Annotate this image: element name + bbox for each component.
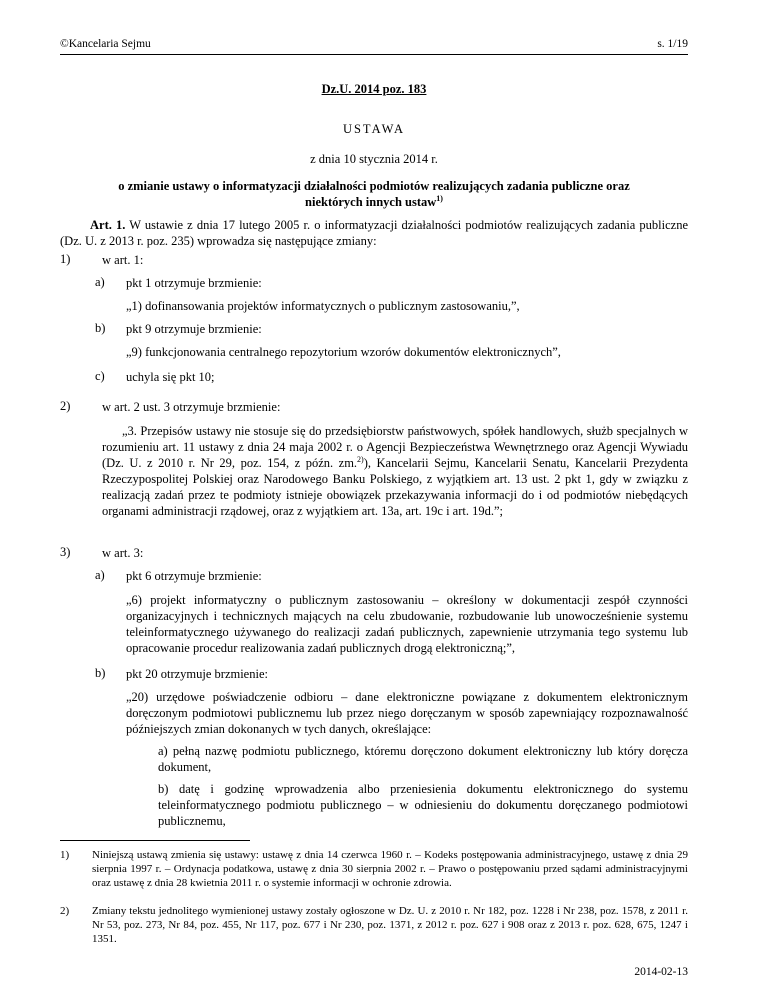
header-publisher: ©Kancelaria Sejmu — [60, 38, 151, 50]
point-number: 2) — [60, 399, 71, 413]
footnote-ref-2: 2) — [357, 454, 364, 464]
footnote-text: Niniejszą ustawą zmienia się ustawy: ustawę z dnia 14 czerwca 1960 r. – Kodeks postępowania administracyjnego, ustawę z dnia 29 sierpnia 1997 r. – Ordynacja podatkowa, ustawę z dnia 30 sierpnia 2002 r. – Prawo o postępowaniu przed sądami administracyjnymi oraz ustawę z dnia 28 kwietnia 2011 r. o systemie informacji w ochronie zdrowia. — [92, 849, 688, 889]
quoted-paragraph — [102, 423, 688, 519]
page-header — [60, 38, 688, 55]
letter-text: pkt 20 otrzymuje brzmienie: — [126, 667, 268, 681]
footnote-ref-1: 1) — [436, 193, 443, 203]
footnote-text: Zmiany tekstu jednolitego wymienionej ustawy zostały ogłoszone w Dz. U. z 2010 r. Nr 182, poz. 1228 i Nr 238, poz. 1578, z 2011 r. Nr 53, poz. 273, Nr 84, poz. 455, Nr 117, poz. 677 i Nr 230, poz. 1371, z 2012 r. poz. 627 i 908 oraz z 2013 r. poz. 628, 675, 1247 i 1351. — [92, 905, 688, 945]
point-text: w art. 2 ust. 3 otrzymuje brzmienie: — [102, 400, 281, 414]
act-title — [60, 178, 688, 210]
quoted-text: „9) funkcjonowania centralnego repozytorium wzorów dokumentów elektronicznych”, — [126, 345, 561, 359]
quoted-text-b: ), Kancelarii Sejmu, Kancelarii Senatu, Kancelarii Prezydenta Rzeczypospolitej Polskiej oraz Narodowego Banku Polskiego, z wyjątkiem art. 13 ust. 2 pkt 1, gdy w związku z realizacją zadań przez te podmioty istnieje obowiązek przekazywania informacji do i od podmiotów niebędących organami administracji rządowej, oraz z wyjątkiem art. 13a, art. 19c i art. 19d.”; — [102, 456, 688, 518]
header-page-number: s. 1/19 — [657, 38, 688, 50]
article-1-intro — [60, 217, 688, 249]
journal-reference: Dz.U. 2014 poz. 183 — [321, 82, 427, 96]
sub-item: b) datę i godzinę wprowadzenia albo przeniesienia dokumentu elektronicznego do systemu teleinformatycznego podmiotu publicznego – w odniesieniu do dokumentu doręczanego podmiotowi publicznemu, — [158, 782, 688, 828]
quoted-paragraph: „6) projekt informatyczny o publicznym zastosowaniu – określony w dokumentacji zespół czynności organizacyjnych i technicznych mających na celu zbudowanie, rozbudowanie lub unowocześnienie systemu teleinformatycznego używanego do realizacji zadań publicznych, zapewnienie utrzymania tego systemu lub opracowanie procedur realizowania zadań publicznych drogą elektroniczną;”, — [126, 593, 688, 655]
quoted-text: „1) dofinansowania projektów informatycznych o publicznym zastosowaniu,”, — [126, 299, 520, 313]
act-title-text: o zmianie ustawy o informatyzacji działalności podmiotów realizujących zadania publiczne oraz niektórych innych ustaw — [118, 179, 630, 209]
letter-number: a) — [95, 568, 105, 582]
footnote-separator — [60, 840, 250, 841]
letter-text: uchyla się pkt 10; — [126, 370, 215, 384]
footnote-mark: 1) — [60, 849, 70, 861]
act-date: z dnia 10 stycznia 2014 r. — [310, 152, 438, 166]
footnote-mark: 2) — [60, 905, 70, 917]
footnote — [60, 904, 688, 946]
article-label: Art. 1. — [90, 218, 126, 232]
article-1-text: W ustawie z dnia 17 lutego 2005 r. o informatyzacji działalności podmiotów realizujących zadania publiczne (Dz. U. z 2013 r. poz. 235) wprowadza się następujące zmiany: — [60, 218, 688, 248]
point-number: 3) — [60, 545, 71, 559]
footer-date: 2014-02-13 — [634, 966, 688, 978]
letter-number: c) — [95, 369, 105, 383]
letter-number: a) — [95, 275, 105, 289]
sub-item: a) pełną nazwę podmiotu publicznego, któremu doręczono dokument elektroniczny lub który doręcza dokument, — [158, 744, 688, 774]
letter-number: b) — [95, 666, 106, 680]
letter-text: pkt 9 otrzymuje brzmienie: — [126, 322, 262, 336]
letter-text: pkt 6 otrzymuje brzmienie: — [126, 569, 262, 583]
point-number: 1) — [60, 252, 71, 266]
act-type: USTAWA — [342, 122, 406, 136]
letter-number: b) — [95, 321, 106, 335]
point-text: w art. 3: — [102, 546, 144, 560]
quoted-text-a: „3. Przepisów ustawy nie stosuje się do przedsiębiorstw państwowych, spółek handlowych, służb specjalnych w rozumieniu art. 11 ustawy z dnia 24 maja 2002 r. o Agencji Bezpieczeństwa Wewnętrznego oraz Agencji Wywiadu (Dz. U. z 2010 r. Nr 29, poz. 154, z późn. zm. — [102, 424, 688, 470]
footnote — [60, 848, 688, 890]
point-text: w art. 1: — [102, 253, 144, 267]
letter-text: pkt 1 otrzymuje brzmienie: — [126, 276, 262, 290]
quoted-paragraph: „20) urzędowe poświadczenie odbioru – dane elektroniczne powiązane z dokumentem elektronicznym doręczonym podmiotowi publicznemu lub przez niego doręczanym w sposób zapewniający rozpoznawalność późniejszych zmian dokonanych w tych danych, określające: — [126, 690, 688, 736]
